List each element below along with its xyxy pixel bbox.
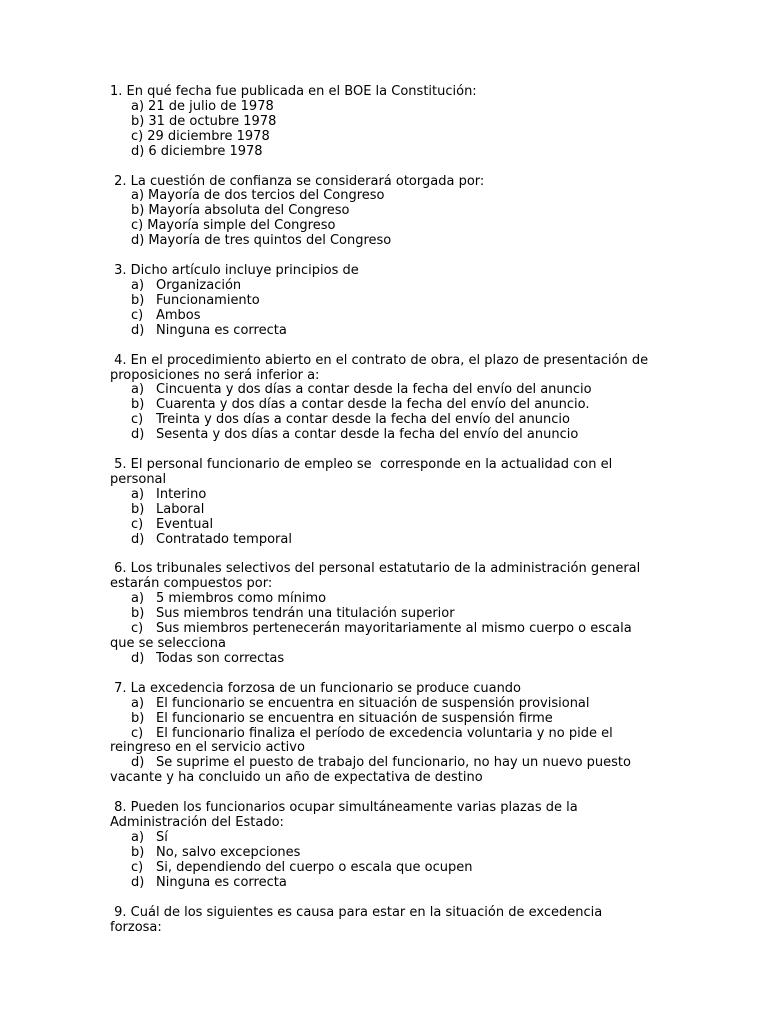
option-a: a) Interino (131, 486, 207, 502)
option-b: b) No, salvo excepciones (131, 844, 301, 860)
option-d: d) Contratado temporal (131, 531, 292, 547)
option-c: c) Eventual (131, 516, 214, 532)
question-3 (110, 264, 650, 339)
option-d: d) 6 diciembre 1978 (131, 143, 263, 159)
option-c: c) Sus miembros pertenecerán mayoritariamente al mismo cuerpo o escala que se selecciona (110, 621, 632, 651)
question-4 (110, 352, 653, 443)
option-a: a) Mayoría de dos tercios del Congreso (131, 188, 385, 204)
option-a: a) 5 miembros como mínimo (131, 591, 327, 607)
option-d: d) Se suprime el puesto de trabajo del funcionario, no hay un nuevo puesto vacante y ha concluido un año de expectativa de destino (110, 755, 631, 786)
option-d: d) Todas son correctas (131, 650, 285, 666)
option-a: a) El funcionario se encuentra en situación de suspensión provisional (131, 695, 590, 711)
question-text: 2. La cuestión de confianza se considerará otorgada por: (110, 173, 485, 189)
option-c: c) Si, dependiendo del cuerpo o escala que ocupen (131, 859, 473, 875)
question-5 (110, 458, 650, 547)
option-b: b) 31 de octubre 1978 (131, 113, 277, 129)
option-d: d) Ninguna es correcta (131, 874, 287, 890)
question-1 (110, 85, 650, 160)
option-a: a) Sí (131, 829, 168, 845)
option-b: b) Laboral (131, 501, 205, 517)
option-a: a) Organización (131, 277, 242, 293)
option-c: c) 29 diciembre 1978 (131, 128, 270, 144)
option-d: d) Mayoría de tres quintos del Congreso (131, 233, 392, 249)
question-text: 8. Pueden los funcionarios ocupar simultáneamente varias plazas de la Administración del Estado: (110, 800, 582, 831)
option-b: b) Mayoría absoluta del Congreso (131, 203, 350, 219)
question-2 (110, 175, 650, 250)
option-a: a) 21 de julio de 1978 (131, 98, 274, 114)
question-8 (110, 801, 650, 890)
option-b: b) Cuarenta y dos días a contar desde la fecha del envío del anuncio. (131, 397, 590, 413)
question-text: 1. En qué fecha fue publicada en el BOE la Constitución: (110, 84, 477, 99)
question-text: 7. La excedencia forzosa de un funcionario se produce cuando (110, 680, 522, 696)
question-6 (110, 562, 650, 666)
option-b: b) El funcionario se encuentra en situación de suspensión firme (131, 710, 553, 726)
question-text: 3. Dicho artículo incluye principios de (110, 263, 359, 279)
question-text: 9. Cuál de los siguientes es causa para estar en la situación de excedencia forzosa: (110, 904, 607, 935)
option-c: c) Mayoría simple del Congreso (131, 218, 336, 234)
question-7 (110, 682, 650, 786)
option-d: d) Sesenta y dos días a contar desde la fecha del envío del anuncio (131, 427, 579, 443)
option-b: b) Funcionamiento (131, 292, 260, 308)
option-b: b) Sus miembros tendrán una titulación superior (131, 606, 455, 622)
option-d: d) Ninguna es correcta (131, 322, 287, 338)
option-c: c) Treinta y dos días a contar desde la fecha del envío del anuncio (131, 412, 570, 428)
option-c: c) El funcionario finaliza el período de excedencia voluntaria y no pide el reingreso en el servicio activo (110, 725, 613, 756)
option-c: c) Ambos (131, 307, 201, 323)
question-9 (110, 906, 650, 936)
question-text: 5. El personal funcionario de empleo se corresponde en la actualidad con el personal (110, 457, 617, 487)
exam-document (110, 84, 653, 950)
option-a: a) Cincuenta y dos días a contar desde la fecha del envío del anuncio (131, 382, 592, 398)
question-text: 4. En el procedimiento abierto en el contrato de obra, el plazo de presentación de proposiciones no será inferior a: (110, 352, 653, 383)
question-text: 6. Los tribunales selectivos del personal estatutario de la administración general estarán compuestos por: (110, 561, 645, 592)
